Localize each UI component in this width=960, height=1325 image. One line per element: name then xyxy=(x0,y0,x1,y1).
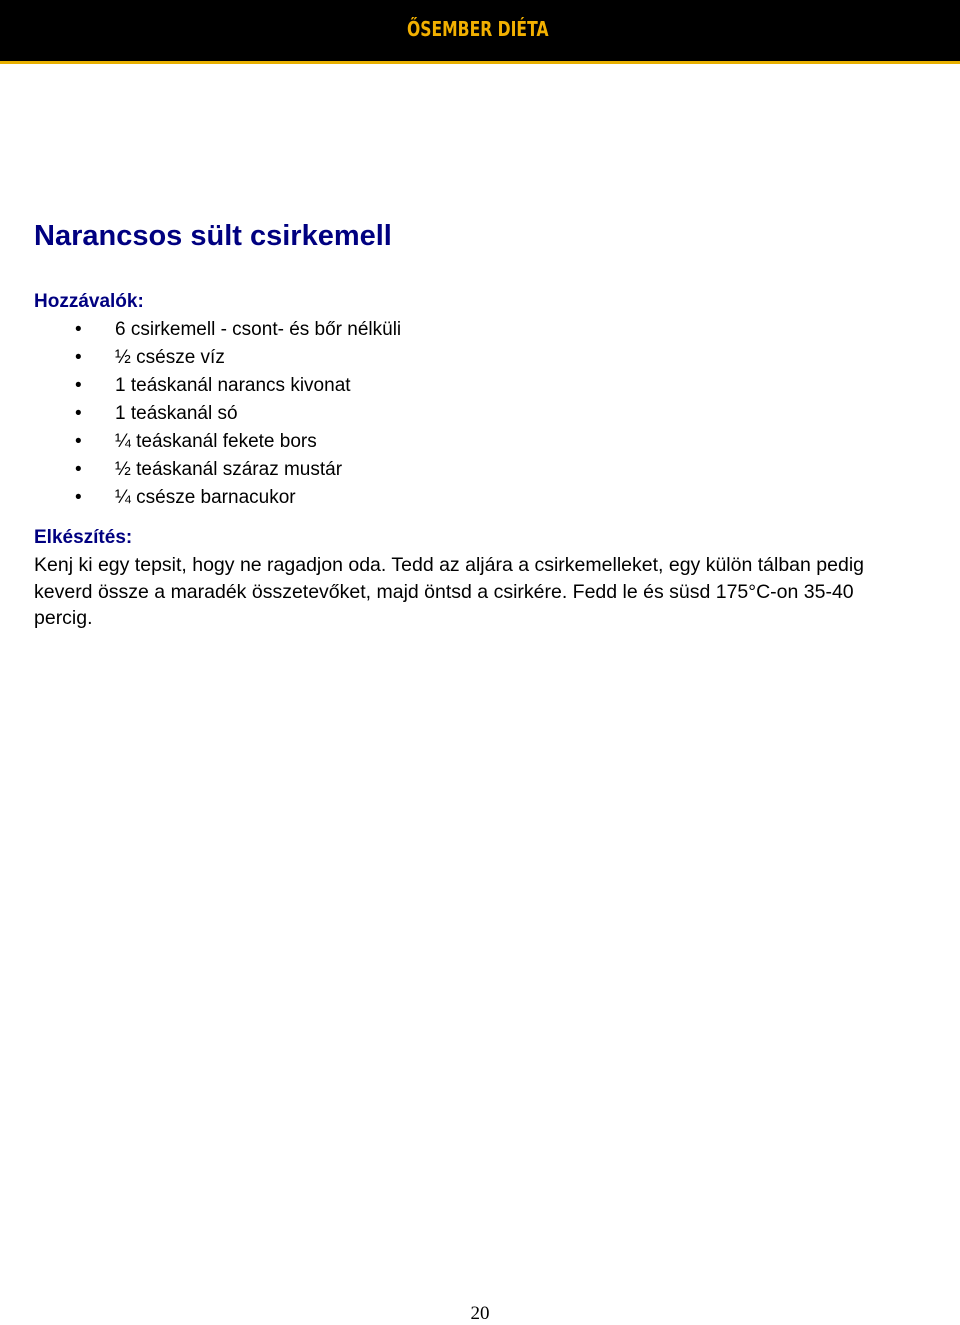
recipe-title: Narancsos sült csirkemell xyxy=(34,220,392,252)
preparation-text: Kenj ki egy tepsit, hogy ne ragadjon oda. Tedd az aljára a csirkemelleket, egy külön tálban pedig keverd össze a maradék összetevőket, majd öntsd a csirkére. Fedd le és süsd 175°C-on 35-40 percig. xyxy=(34,554,864,629)
list-item xyxy=(34,372,914,400)
ingredient-text: ½ csésze víz xyxy=(115,347,225,368)
list-item xyxy=(34,344,914,372)
ingredient-text: ¼ csésze barnacukor xyxy=(115,487,296,508)
list-item xyxy=(34,484,914,512)
bullet-icon: • xyxy=(75,319,82,340)
bullet-icon: • xyxy=(75,487,82,508)
page-number: 20 xyxy=(470,1303,490,1324)
bullet-icon: • xyxy=(75,347,82,368)
ingredients-heading: Hozzávalók: xyxy=(34,291,144,312)
bullet-icon: • xyxy=(75,459,82,480)
list-item xyxy=(34,316,914,344)
preparation-heading: Elkészítés: xyxy=(34,527,133,548)
ingredient-text: 1 teáskanál só xyxy=(115,403,238,424)
list-item xyxy=(34,428,914,456)
header-bar xyxy=(0,0,960,64)
recipe-content xyxy=(34,216,914,632)
ingredient-text: 1 teáskanál narancs kivonat xyxy=(115,375,351,396)
ingredients-list xyxy=(34,316,914,512)
bullet-icon: • xyxy=(75,375,82,396)
ingredient-text: 6 csirkemell - csont- és bőr nélküli xyxy=(115,319,402,340)
brand-logo: ŐSEMBER DIÉTA xyxy=(407,17,549,41)
list-item xyxy=(34,456,914,484)
ingredient-text: ½ teáskanál száraz mustár xyxy=(115,459,343,480)
bullet-icon: • xyxy=(75,431,82,452)
list-item xyxy=(34,400,914,428)
bullet-icon: • xyxy=(75,403,82,424)
ingredient-text: ¼ teáskanál fekete bors xyxy=(115,431,317,452)
